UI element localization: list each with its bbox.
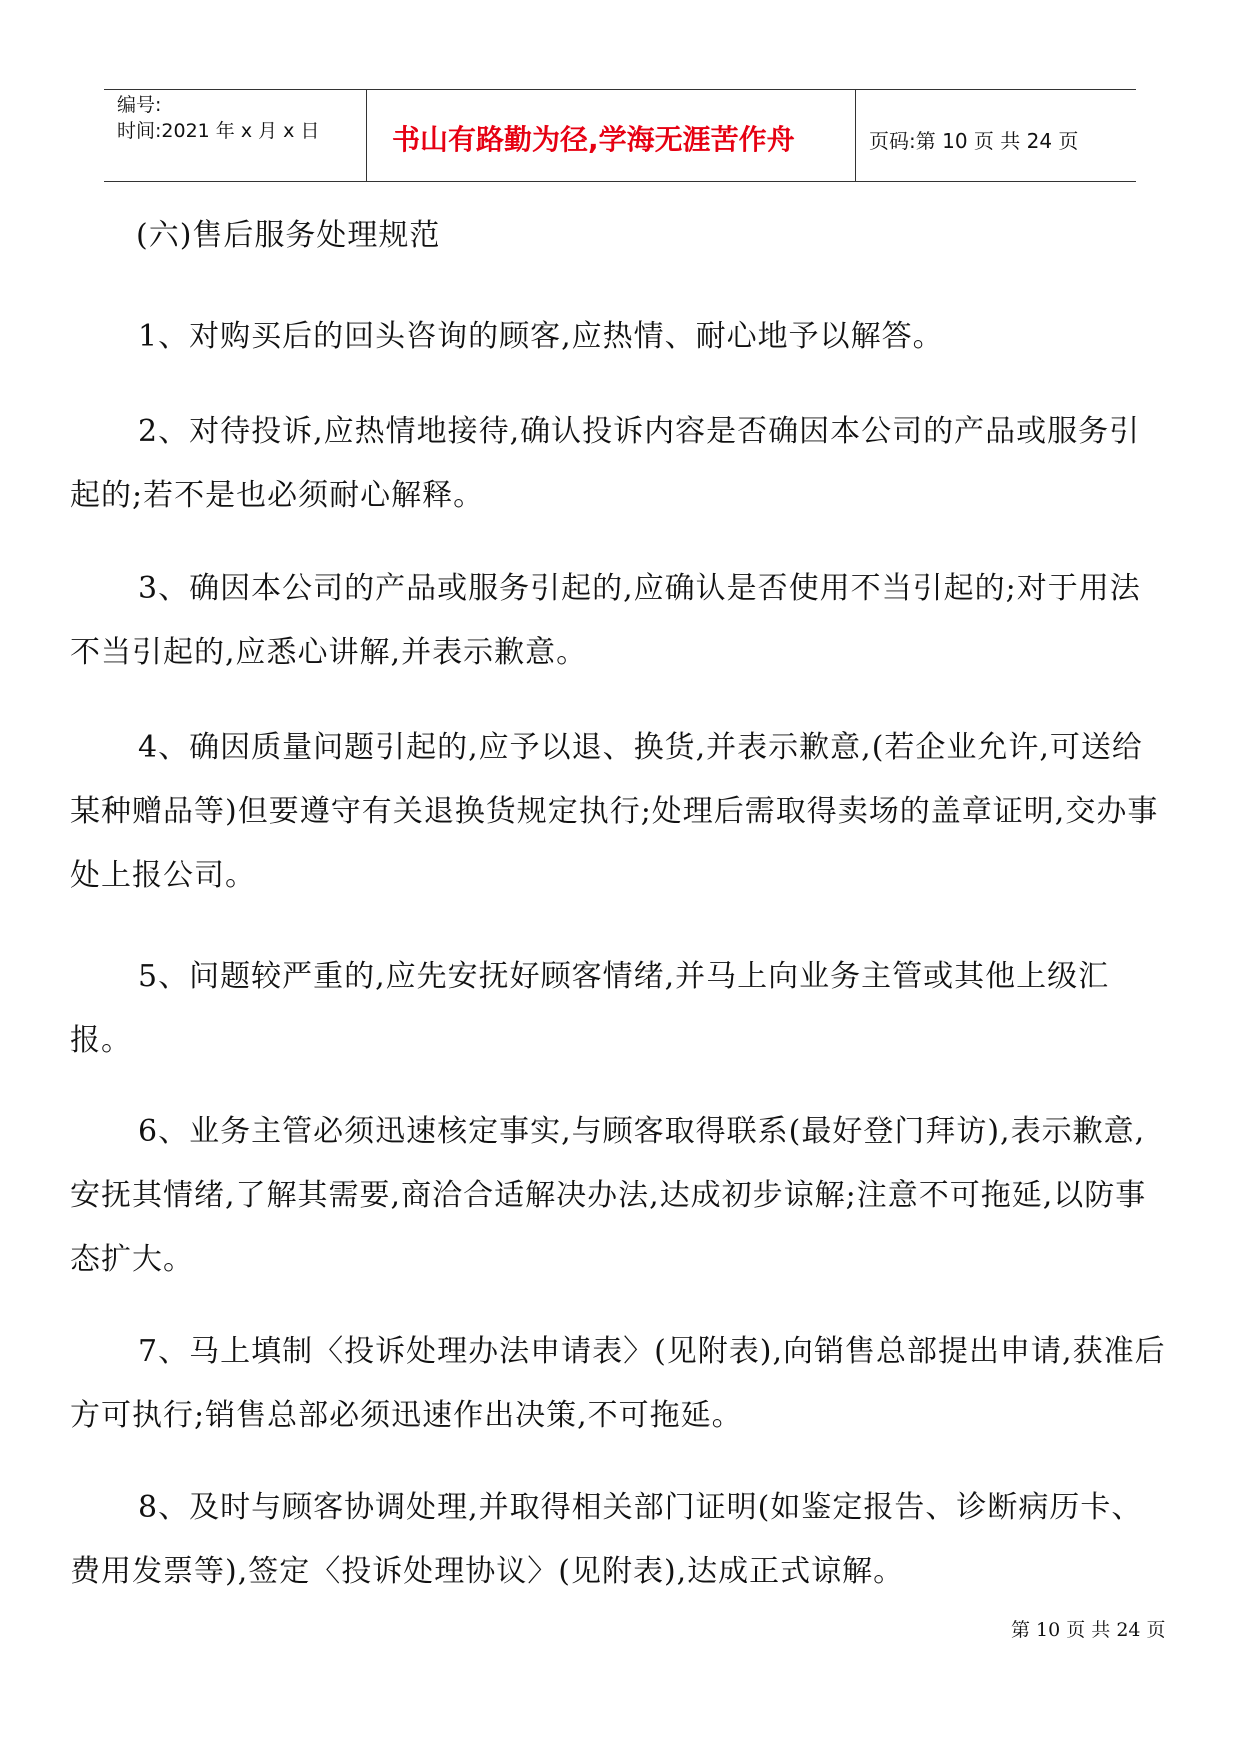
section-title: (六)售后服务处理规范: [136, 218, 441, 253]
paragraph-6: 6、业务主管必须迅速核定事实,与顾客取得联系(最好登门拜访),表示歉意,安抚其情绪,了解其需要,商洽合适解决办法,达成初步谅解;注意不可拖延,以防事态扩大。: [70, 1114, 1147, 1277]
header-bottom-rule: [104, 181, 1136, 182]
paragraph-2: 2、对待投诉,应热情地接待,确认投诉内容是否确因本公司的产品或服务引起的;若不是也必须耐心解释。: [70, 414, 1141, 513]
header-divider-left: [366, 89, 367, 181]
paragraph-2-block: [70, 400, 1170, 528]
header-page-code: 页码:第 10 页 共 24 页: [869, 129, 1079, 153]
paragraph-4-block: [70, 716, 1170, 908]
paragraph-7-block: [70, 1320, 1170, 1448]
header-motto: 书山有路勤为径,学海无涯苦作舟: [392, 123, 795, 156]
paragraph-1-block: [70, 305, 1170, 369]
paragraph-5-block: [70, 945, 1170, 1073]
paragraph-7: 7、马上填制〈投诉处理办法申请表〉(见附表),向销售总部提出申请,获准后方可执行;销售总部必须迅速作出决策,不可拖延。: [70, 1334, 1166, 1433]
document-number-label: 编号:: [117, 94, 162, 116]
header-divider-right: [855, 89, 856, 181]
paragraph-4: 4、确因质量问题引起的,应予以退、换货,并表示歉意,(若企业允许,可送给某种赠品等)但要遵守有关退换货规定执行;处理后需取得卖场的盖章证明,交办事处上报公司。: [70, 730, 1159, 893]
paragraph-8: 8、及时与顾客协调处理,并取得相关部门证明(如鉴定报告、诊断病历卡、费用发票等),签定〈投诉处理协议〉(见附表),达成正式谅解。: [70, 1490, 1143, 1589]
paragraph-8-block: [70, 1476, 1170, 1604]
page-footer: 第 10 页 共 24 页: [1011, 1619, 1166, 1641]
paragraph-6-block: [70, 1100, 1170, 1292]
paragraph-5: 5、问题较严重的,应先安抚好顾客情绪,并马上向业务主管或其他上级汇报。: [70, 959, 1110, 1058]
paragraph-3: 3、确因本公司的产品或服务引起的,应确认是否使用不当引起的;对于用法不当引起的,应悉心讲解,并表示歉意。: [70, 571, 1141, 670]
paragraph-1: 1、对购买后的回头咨询的顾客,应热情、耐心地予以解答。: [138, 319, 944, 354]
paragraph-3-block: [70, 557, 1170, 685]
header-top-rule: [104, 89, 1136, 90]
document-time-label: 时间:2021 年 x 月 x 日: [117, 120, 320, 142]
